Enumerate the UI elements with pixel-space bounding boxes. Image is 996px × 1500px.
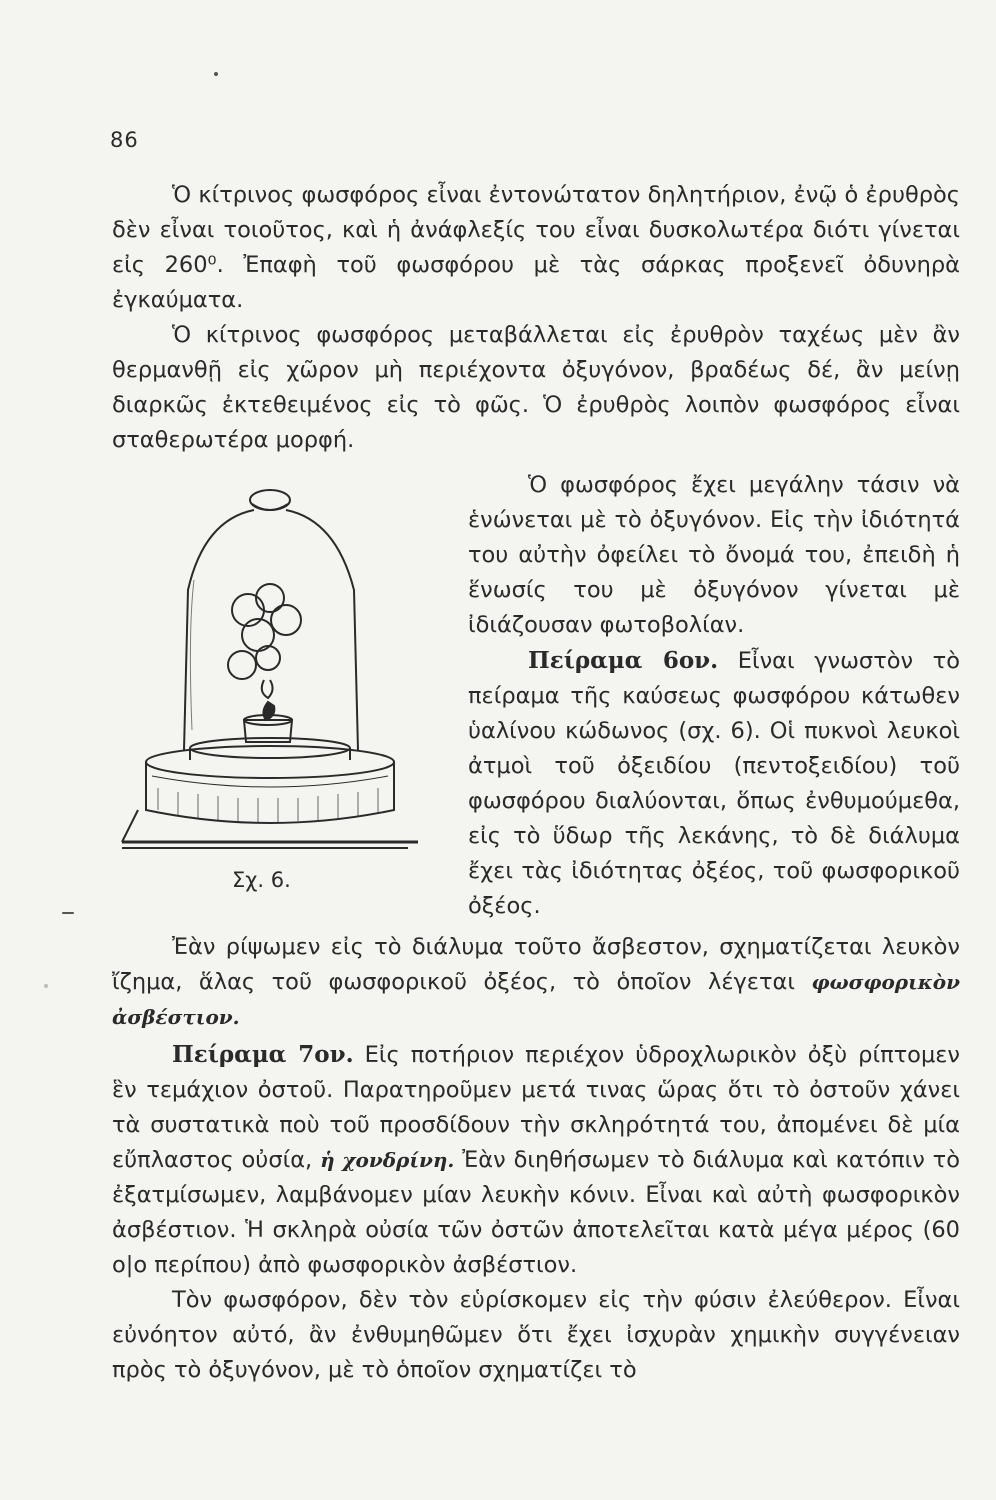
paragraph-yellow-to-red-conversion: Ὁ κίτρινος φωσφόρος μεταβάλλεται εἰς ἐρυθρὸν ταχέως μὲν ἂν θερμανθῇ εἰς χῶρον μὴ περιέχοντα ὀξυγόνον, βραδέως δέ, ἂν μείνῃ διαρκῶς ἐκτεθειμένος εἰς τὸ φῶς. Ὁ ἐρυθρὸς λοιπὸν φωσφόρος εἶναι σταθερωτέρα μορφή. [112,322,960,453]
scan-speck [62,912,74,914]
figure-caption: Σχ. 6. [232,868,291,892]
bell-jar-illustration [118,480,438,860]
scan-speck [44,984,48,988]
page-number: 86 [110,128,139,152]
experiment-7-text-b: Ἐὰν διηθήσωμεν τὸ διάλυμα καὶ κατόπιν τὸ ἐξατμίσωμεν, λαμβάνομεν μίαν λευκὴν κόνιν. Εἶναι καὶ αὐτὴ φωσφορικὸν ἀσβέστιον. Ἡ σκληρὰ οὐσία τῶν ὀστῶν ἀποτελεῖται κατὰ μέγα μέρος (60 ο|ο περίπου) ἀπὸ φωσφορικὸν ἀσβέστιον. [112,1147,960,1278]
paragraph-oxygen-affinity: Ὁ φωσφόρος ἔχει μεγάλην τάσιν νὰ ἑνώνεται μὲ τὸ ὀξυγόνον. Εἰς τὴν ἰδιότητά του αὐτὴν ὀφείλει τὸ ὄνομά του, ἐπειδὴ ἡ ἕνωσίς του μὲ ὀξυγόνον γίνεται μὲ ἰδιάζουσαν φωτοβολίαν. [468,472,960,638]
paragraph-calcium-phosphate [112,930,960,1035]
calcium-phosphate-term: φωσφορικὸν ἀσβέστιον. [112,970,960,1029]
lower-paragraphs [112,930,960,1388]
experiment-7-text-a: Εἰς ποτήριον περιέχον ὑδροχλωρικὸν ὀξὺ ρίπτομεν ἓν τεμάχιον ὀστοῦ. Παρατηροῦμεν μετά τινας ὥρας ὅτι τὸ ὀστοῦν χάνει τὰ συστατικὰ ποὺ τοῦ προσδίδουν τὴν σκληρότητά του, ἀπομένει δὲ μία εὔπλαστος οὐσία, [112,1042,960,1173]
experiment-7 [112,1037,960,1283]
intro-paragraphs [112,178,960,458]
bell-jar-figure [118,480,438,860]
scan-speck [214,72,218,76]
experiment-6-text: Εἶναι γνωστὸν τὸ πείραμα τῆς καύσεως φωσφόρου κάτωθεν ὑαλίνου κώδωνος (σχ. 6). Οἱ πυκνοὶ λευκοὶ ἀτμοὶ τοῦ ὀξειδίου (πεντοξειδίου) τοῦ φωσφόρου διαλύονται, ὅπως ἐνθυμούμεθα, εἰς τὸ ὕδωρ τῆς λεκάνης, τὸ δὲ διάλυμα ἔχει τὰς ἰδιότητας ὀξέος, τοῦ φωσφορικοῦ ὀξέος. [468,648,960,919]
paragraph-phosphorus-in-nature: Τὸν φωσφόρον, δὲν τὸν εὑρίσκομεν εἰς τὴν φύσιν ἐλεύθερον. Εἶναι εὐνόητον αὐτό, ἂν ἐνθυμηθῶμεν ὅτι ἔχει ἰσχυρὰν χημικὴν συγγένειαν πρὸς τὸ ὀξυγόνον, μὲ τὸ ὁποῖον σχηματίζει τὸ [112,1287,960,1383]
experiment-7-heading: Πείραμα 7ον. [172,1041,354,1068]
experiment-6 [468,643,960,924]
chondrin-term: ἡ χονδρίνη. [320,1148,455,1172]
experiment-6-heading: Πείραμα 6ον. [528,647,719,674]
calcium-phosphate-text: Ἐὰν ρίψωμεν εἰς τὸ διάλυμα τοῦτο ἄσβεστον, σχηματίζεται λευκὸν ἴζημα, ἅλας τοῦ φωσφορικοῦ ὀξέος, τὸ ὁποῖον λέγεται [112,934,960,995]
right-column-text [468,468,960,924]
paragraph-yellow-phosphorus-toxicity: Ὁ κίτρινος φωσφόρος εἶναι ἐντονώτατον δηλητήριον, ἐνῷ ὁ ἐρυθρὸς δὲν εἶναι τοιοῦτος, καὶ ἡ ἀνάφλεξίς του εἶναι δυσκολωτέρα διότι γίνεται εἰς 260⁰. Ἐπαφὴ τοῦ φωσφόρου μὲ τὰς σάρκας προξενεῖ ὀδυνηρὰ ἐγκαύματα. [112,182,960,313]
